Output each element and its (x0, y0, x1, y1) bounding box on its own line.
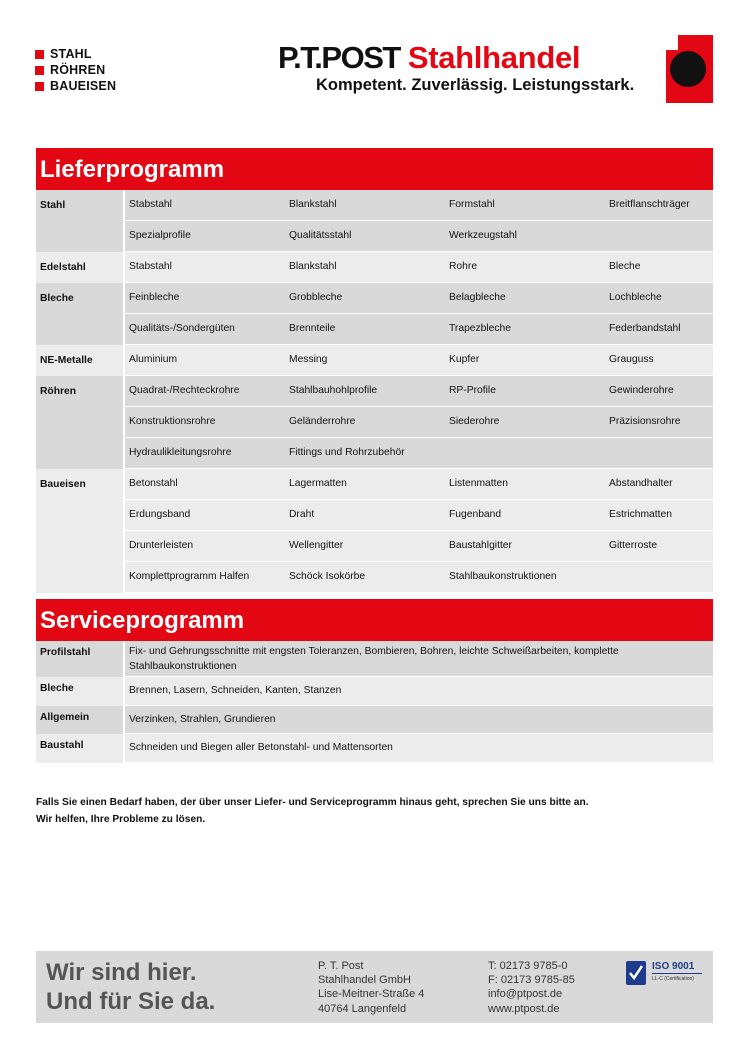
table-cell: Siederohre (445, 407, 605, 438)
table-row (36, 314, 713, 345)
table-cell: Drunterleisten (125, 531, 285, 562)
row-label: Baustahl (36, 734, 125, 763)
table-cell: Listenmatten (445, 469, 605, 500)
table-cell (605, 221, 713, 252)
lieferprogramm-table (36, 190, 713, 593)
category-item: BAUEISEN (35, 78, 116, 94)
brand-logo (278, 40, 658, 95)
category-item: STAHL (35, 46, 116, 62)
table-cell: Belagbleche (445, 283, 605, 314)
table-cell: Fittings und Rohrzubehör (285, 438, 445, 469)
closing-note: Falls Sie einen Bedarf haben, der über unser Liefer- und Serviceprogramm hinaus geht, sprechen Sie uns bitte an. Wir helfen, Ihre Probleme zu lösen. (36, 797, 589, 825)
bullet-square-icon (35, 50, 44, 59)
table-row (36, 469, 713, 500)
table-cell (445, 438, 605, 469)
row-label: Profilstahl (36, 641, 125, 677)
table-cell: Grobbleche (285, 283, 445, 314)
table-cell: Qualitätsstahl (285, 221, 445, 252)
table-cell: Präzisionsrohre (605, 407, 713, 438)
row-label: Edelstahl (36, 252, 125, 283)
table-cell: Bleche (605, 252, 713, 283)
table-cell (605, 438, 713, 469)
table-cell: Erdungsband (125, 500, 285, 531)
table-cell: Stabstahl (125, 252, 285, 283)
logo-mark-icon (666, 35, 713, 103)
table-cell: Fix- und Gehrungsschnitte mit engsten Toleranzen, Bombieren, Bohren, leichte Schweißarbeiten, komplette Stahlbaukonstruktionen (125, 641, 713, 677)
row-label: Bleche (36, 283, 125, 345)
table-cell: Wellengitter (285, 531, 445, 562)
table-cell: Aluminium (125, 345, 285, 376)
table-row (36, 376, 713, 407)
table-cell: Brennen, Lasern, Schneiden, Kanten, Stanzen (125, 677, 713, 706)
lieferprogramm-section (36, 148, 713, 593)
table-row (36, 190, 713, 221)
table-cell: Grauguss (605, 345, 713, 376)
table-row (36, 641, 713, 677)
table-cell: Baustahlgitter (445, 531, 605, 562)
table-cell: Federbandstahl (605, 314, 713, 345)
table-cell: Konstruktionsrohre (125, 407, 285, 438)
bullet-square-icon (35, 66, 44, 75)
website-link[interactable]: www.ptpost.de (488, 1002, 560, 1015)
section-title: Lieferprogramm (36, 148, 713, 190)
row-label: Stahl (36, 190, 125, 252)
table-cell: Qualitäts-/Sondergüten (125, 314, 285, 345)
table-cell: Feinbleche (125, 283, 285, 314)
table-row (36, 562, 713, 593)
footer-slogan: Wir sind hier. Und für Sie da. (46, 959, 216, 1015)
table-cell: Schöck Isokörbe (285, 562, 445, 593)
bullet-square-icon (35, 82, 44, 91)
table-row (36, 677, 713, 706)
row-label: Allgemein (36, 706, 125, 735)
iso-badge: ISO 9001 LL-C (Certification) (626, 960, 704, 986)
category-item: RÖHREN (35, 62, 116, 78)
table-row (36, 706, 713, 735)
brand-subtitle: Stahlhandel (407, 40, 581, 75)
table-cell: Fugenband (445, 500, 605, 531)
table-cell: Stabstahl (125, 190, 285, 221)
footer-contact (488, 959, 575, 1016)
table-cell: Messing (285, 345, 445, 376)
category-list (35, 46, 116, 94)
table-cell: Trapezbleche (445, 314, 605, 345)
footer-address: P. T. Post Stahlhandel GmbH Lise-Meitner-Straße 4 40764 Langenfeld (318, 960, 425, 1015)
serviceprogramm-table (36, 641, 713, 763)
table-cell: Lochbleche (605, 283, 713, 314)
section-title: Serviceprogramm (36, 599, 713, 641)
iso-check-icon (626, 961, 646, 985)
table-cell: Komplettprogramm Halfen (125, 562, 285, 593)
table-cell: Stahlbaukonstruktionen (445, 562, 605, 593)
table-cell: Gitterroste (605, 531, 713, 562)
row-label: NE-Metalle (36, 345, 125, 376)
row-label: Baueisen (36, 469, 125, 593)
serviceprogramm-section (36, 599, 713, 763)
table-row (36, 438, 713, 469)
table-row (36, 252, 713, 283)
table-cell: Verzinken, Strahlen, Grundieren (125, 706, 713, 735)
table-cell: Schneiden und Biegen aller Betonstahl- und Mattensorten (125, 734, 713, 763)
table-row (36, 221, 713, 252)
fax-number: F: 02173 9785-85 (488, 974, 575, 987)
table-cell (605, 562, 713, 593)
table-cell: Geländerrohre (285, 407, 445, 438)
table-row (36, 283, 713, 314)
table-cell: Betonstahl (125, 469, 285, 500)
footer (36, 951, 713, 1023)
table-cell: Brennteile (285, 314, 445, 345)
table-cell: Werkzeugstahl (445, 221, 605, 252)
row-label: Bleche (36, 677, 125, 706)
email-link[interactable]: info@ptpost.de (488, 988, 563, 1001)
table-cell: Hydraulikleitungsrohre (125, 438, 285, 469)
table-cell: Spezialprofile (125, 221, 285, 252)
table-cell: Breitflanschträger (605, 190, 713, 221)
table-row (36, 734, 713, 763)
table-cell: Gewinderohre (605, 376, 713, 407)
tagline: Kompetent. Zuverlässig. Leistungsstark. (316, 76, 635, 94)
table-cell: Stahlbauhohlprofile (285, 376, 445, 407)
table-cell: Estrichmatten (605, 500, 713, 531)
table-row (36, 531, 713, 562)
table-row (36, 407, 713, 438)
table-row (36, 345, 713, 376)
table-cell: Abstandhalter (605, 469, 713, 500)
table-row (36, 500, 713, 531)
table-cell: Formstahl (445, 190, 605, 221)
table-cell: Rohre (445, 252, 605, 283)
brand-name: P.T.POST (278, 40, 400, 75)
table-cell: Blankstahl (285, 252, 445, 283)
table-cell: RP-Profile (445, 376, 605, 407)
table-cell: Kupfer (445, 345, 605, 376)
row-label: Röhren (36, 376, 125, 469)
phone-number: T: 02173 9785-0 (488, 960, 568, 972)
table-cell: Draht (285, 500, 445, 531)
table-cell: Lagermatten (285, 469, 445, 500)
table-cell: Quadrat-/Rechteckrohre (125, 376, 285, 407)
table-cell: Blankstahl (285, 190, 445, 221)
